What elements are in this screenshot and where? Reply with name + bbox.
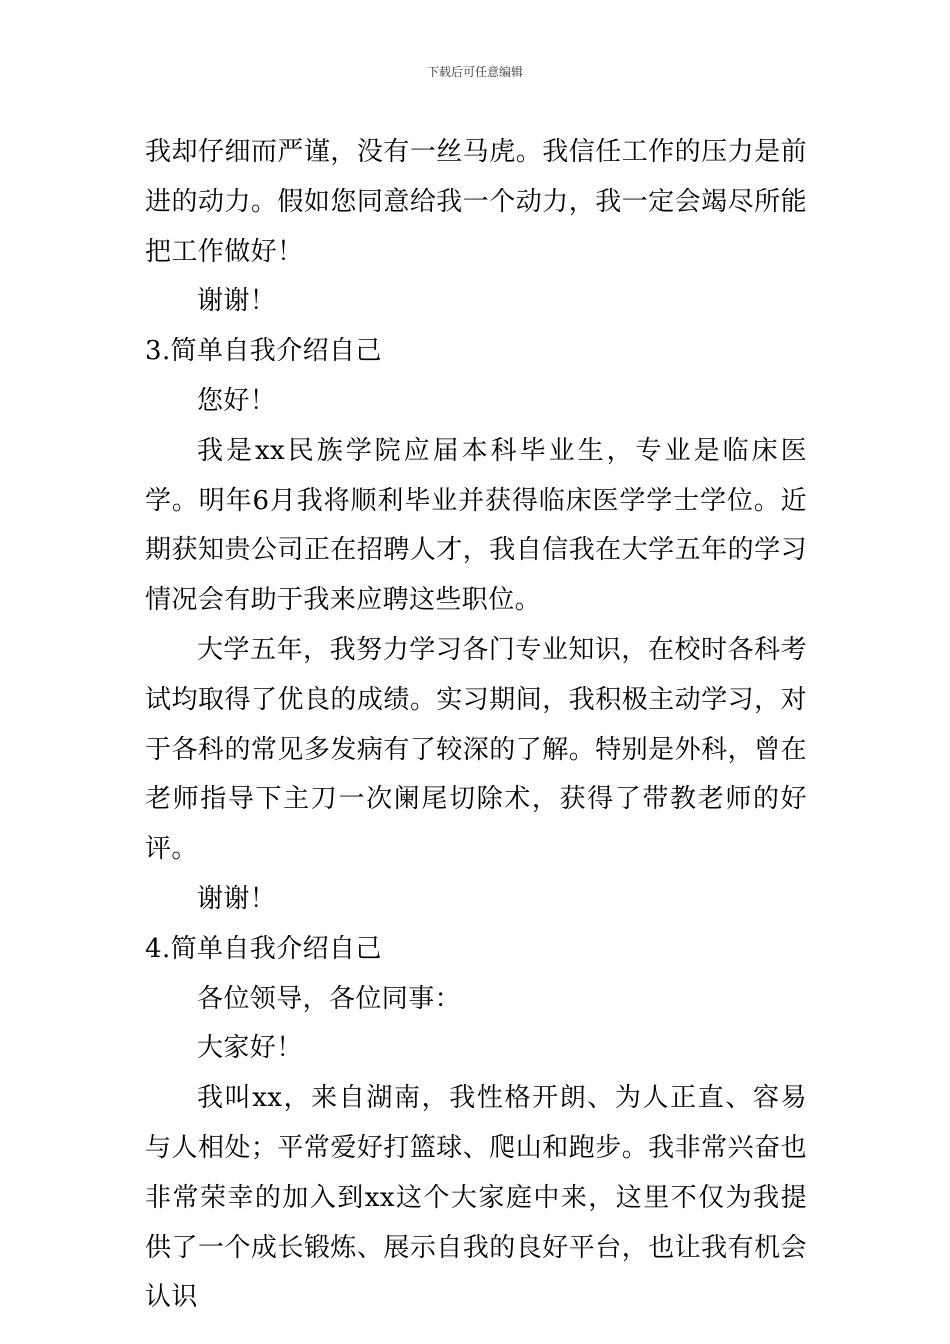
paragraph-thanks-1: 谢谢！	[197, 286, 277, 317]
paragraph-1: 我却仔细而严谨，没有一丝马虎。我信任工作的压力是前进的动力。假如您同意给我一个动力，我一定会竭尽所能把工作做好！	[145, 137, 807, 267]
paragraph-greeting-2: 大家好！	[197, 1033, 303, 1064]
paragraph-intro-2: 大学五年，我努力学习各门专业知识，在校时各科考试均取得了优良的成绩。实习期间，我积极主动学习，对于各科的常见多发病有了较深的了解。特别是外科，曾在老师指导下主刀一次阑尾切除术，获得了带教老师的好评。	[145, 634, 807, 865]
page-header: 下载后可任意编辑	[426, 65, 523, 79]
section-heading-3: 3.简单自我介绍自己	[145, 336, 382, 367]
paragraph-intro-1: 我是xx民族学院应届本科毕业生，专业是临床医学。明年6月我将顺利毕业并获得临床医学学士学位。近期获知贵公司正在招聘人才，我自信我在大学五年的学习情况会有助于我来应聘这些职位。	[145, 435, 807, 616]
paragraph-intro-3: 我叫xx，来自湖南，我性格开朗、为人正直、容易与人相处；平常爱好打篮球、爬山和跑步。我非常兴奋也非常荣幸的加入到xx这个大家庭中来，这里不仅为我提供了一个成长锻炼、展示自我的良好平台，也让我有机会认识	[145, 1083, 807, 1313]
paragraph-thanks-2: 谢谢！	[197, 883, 277, 914]
paragraph-salutation: 各位领导，各位同事：	[197, 983, 462, 1014]
section-heading-4: 4.简单自我介绍自己	[145, 933, 382, 964]
paragraph-greeting-1: 您好！	[197, 385, 277, 416]
document-body	[145, 128, 807, 1323]
